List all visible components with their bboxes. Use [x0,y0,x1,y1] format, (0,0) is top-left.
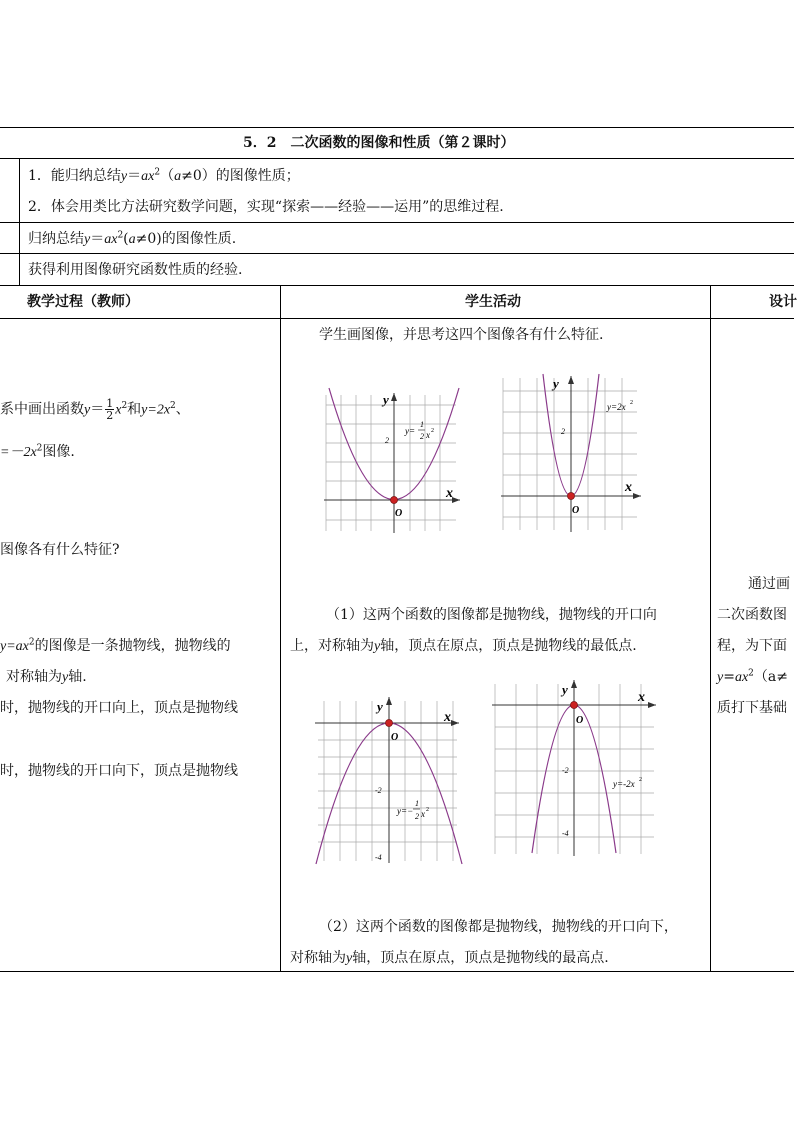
vertex-point [386,720,393,727]
x-axis-label: x [446,486,453,501]
grid [326,395,456,531]
key-point: 归纳总结$y=ax^2(a\ne 0)$的图像性质. [28,230,237,247]
column-header-teacher: 教学过程（教师） [27,294,139,310]
tick-label-minus-2: -2 [562,766,569,775]
y-axis-arrow [568,376,574,384]
row-divider [0,318,794,319]
tick-label-minus-4: -4 [375,853,382,862]
column-header-design: 设计 [769,294,797,310]
row-divider [0,253,794,254]
x-axis-arrow [633,493,641,499]
svg-text:2: 2 [415,812,419,821]
graph-half-x-squared [322,385,464,535]
grid [503,378,637,530]
y-axis-arrow [386,697,392,705]
y-axis-label: y [383,392,389,407]
design-line-3: 程，为下面 [717,638,787,654]
student-intro: 学生画图像，并思考这四个图像各有什么特征. [319,327,604,343]
design-line-1: 通过画 [748,576,790,592]
svg-text:2: 2 [431,428,434,434]
svg-text:1: 1 [420,420,424,429]
vertex-point [571,702,578,709]
y-axis-arrow [391,393,397,401]
svg-text:2: 2 [630,400,633,406]
svg-text:y=: y= [405,426,416,436]
tick-label-minus-4: -4 [562,829,569,838]
graph-2-label [606,400,633,412]
graph-3-label [396,799,429,821]
design-line-4: $y=ax^2(a\ne$ [717,668,788,685]
teacher-task-line2: $=-2x^2$图像. [0,443,75,460]
graph-negative-2x-squared [492,678,660,858]
label-column-border [19,158,20,285]
graph-4-label [612,777,642,789]
origin-label: O [572,505,580,516]
objective-2: 2．体会用类比方法研究数学问题，实现“探索——经验——运用”的思维过程. [28,199,504,215]
teacher-conclusion-4: 时，抛物线的开口向下，顶点是抛物线 [0,763,238,779]
tick-label-2: 2 [385,436,389,445]
svg-text:y=-2x: y=-2x [613,779,635,789]
svg-text:x: x [426,430,430,440]
origin-label: O [391,732,399,743]
design-line-2: 二次函数图 [717,607,787,623]
svg-text:y=−: y=− [397,806,414,816]
x-axis-label: x [638,690,645,705]
x-axis-arrow [451,720,459,726]
design-line-5: 质打下基础 [717,700,787,716]
vertex-point [568,493,575,500]
column-header-student: 学生活动 [465,294,521,310]
origin-label: O [576,715,584,726]
svg-text:x: x [421,809,425,819]
tick-label-minus-2: -2 [375,786,382,795]
teacher-conclusion-2: 对称轴为y轴. [6,669,87,685]
svg-text:2: 2 [420,432,424,441]
vertex-point [391,497,398,504]
x-axis-arrow [648,702,656,708]
page-title: 5．2 二次函数的图像和性质（第２课时） [243,135,515,151]
student-paragraph-2b: 对称轴为y轴，顶点在原点，顶点是抛物线的最高点. [290,950,609,966]
y-axis-label: y [562,682,568,697]
student-paragraph-2a: （2）这两个函数的图像都是抛物线，抛物线的开口向下， [319,919,678,935]
graph-1-label [404,420,434,441]
teacher-question: 图像各有什么特征? [0,542,120,558]
svg-text:2: 2 [426,807,429,813]
y-axis-label: y [553,376,559,391]
svg-text:y=2x: y=2x [607,402,626,412]
tick-label-2: 2 [561,427,565,436]
origin-label: O [395,508,403,519]
y-axis-arrow [571,680,577,688]
teacher-conclusion-1: $y=ax^2$的图像是一条抛物线，抛物线的 [0,637,231,654]
svg-text:2: 2 [639,777,642,783]
student-paragraph-1b: 上，对称轴为y轴，顶点在原点，顶点是抛物线的最低点. [290,638,637,654]
half-fraction: $\frac{1}{2}$ [106,397,114,422]
row-divider [0,285,794,286]
column-border [710,285,711,971]
x-axis-label: x [444,710,451,725]
objective-1: 1．能归纳总结$y=ax^2(a\ne 0)$的图像性质； [28,167,300,184]
difficulty: 获得利用图像研究函数性质的经验. [28,262,243,278]
row-divider [0,158,794,159]
table-top-border [0,127,794,128]
x-axis-label: x [625,480,632,495]
column-border [280,285,281,971]
table-bottom-border [0,971,794,972]
y-axis-label: y [377,699,383,714]
svg-text:1: 1 [415,799,419,808]
row-divider [0,222,794,223]
graph-2x-squared [499,374,645,534]
graph-negative-half-x-squared [313,695,463,865]
teacher-task-line1: 系中画出函数y＝ $\frac{1}{2}$ $x^2$和$y=2x^2$、 [0,397,190,422]
x-axis-arrow [452,497,460,503]
teacher-conclusion-3: 时，抛物线的开口向上，顶点是抛物线 [0,700,238,716]
student-paragraph-1a: （1）这两个函数的图像都是抛物线，抛物线的开口向 [326,607,657,623]
